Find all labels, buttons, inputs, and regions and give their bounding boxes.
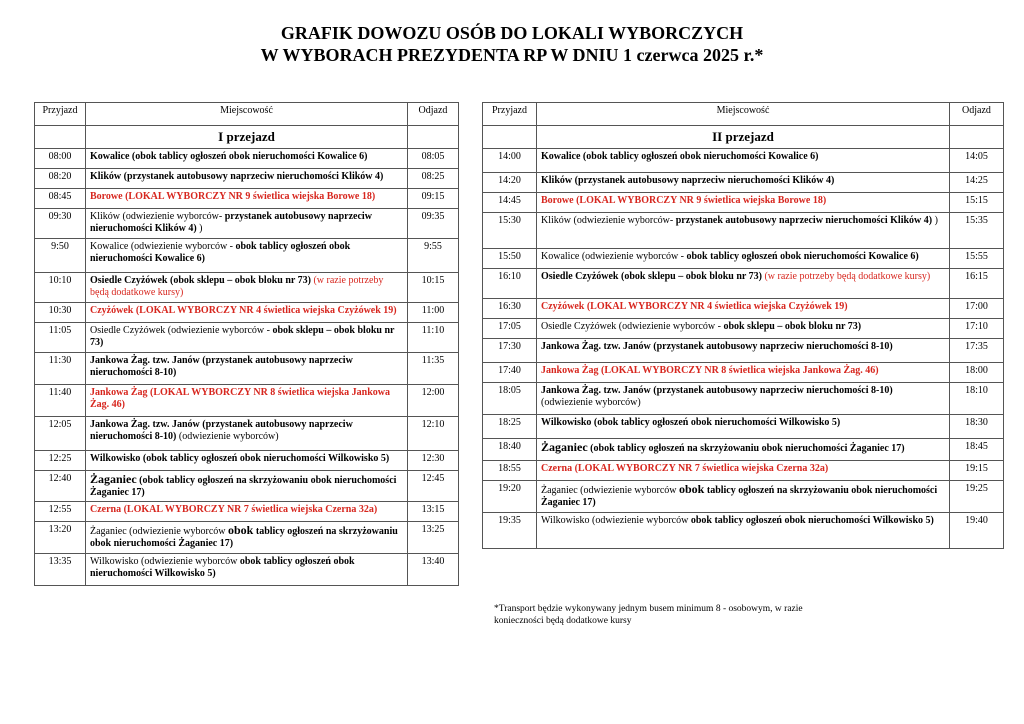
table-row — [483, 193, 1004, 213]
place-cell — [537, 269, 950, 299]
place-cell — [537, 439, 950, 461]
place-text: Czerna (LOKAL WYBORCZY NR 7 świetlica wiejska Czerna 32a) — [541, 463, 829, 474]
table-row — [483, 299, 1004, 319]
place-cell — [537, 481, 950, 513]
schedule-table-second-run — [482, 102, 1004, 549]
table-row — [483, 415, 1004, 439]
table-row — [483, 439, 1004, 461]
place-text: obok tablicy ogłoszeń obok nieruchomości Kowalice 6) — [686, 251, 919, 262]
place-cell — [86, 149, 408, 169]
departure-time: 12:10 — [408, 417, 459, 451]
departure-time: 15:15 — [950, 193, 1004, 213]
place-text: Osiedle Czyżówek (odwiezienie wyborców - — [541, 321, 724, 332]
schedule-table-first-run — [34, 102, 459, 586]
header-departure: Odjazd — [408, 103, 459, 126]
place-cell — [537, 213, 950, 249]
place-text: Wilkowisko (obok tablicy ogłoszeń obok nieruchomości Wilkowisko 5) — [90, 453, 390, 464]
place-cell — [86, 273, 408, 303]
departure-time: 13:25 — [408, 522, 459, 554]
arrival-time: 17:40 — [483, 363, 537, 383]
departure-time: 09:35 — [408, 209, 459, 239]
arrival-time: 19:35 — [483, 513, 537, 549]
place-text: Wilkowisko (odwiezienie wyborców — [541, 515, 691, 526]
place-cell — [86, 385, 408, 417]
header-row — [35, 103, 459, 126]
table-row — [35, 323, 459, 353]
departure-time: 19:40 — [950, 513, 1004, 549]
departure-time: 9:55 — [408, 239, 459, 273]
place-text: przystanek autobusowy naprzeciw nieruchomości Klików 4) — [675, 215, 933, 226]
place-text: Jankowa Żag. tzw. Janów (przystanek autobusowy naprzeciw nieruchomości 8-10) — [90, 355, 353, 378]
place-text: Osiedle Czyżówek (obok sklepu – obok bloku nr 73) — [90, 275, 311, 286]
arrival-time: 14:45 — [483, 193, 537, 213]
table-row — [483, 481, 1004, 513]
departure-time: 19:15 — [950, 461, 1004, 481]
arrival-time: 10:30 — [35, 303, 86, 323]
table-row — [483, 513, 1004, 549]
arrival-time: 19:20 — [483, 481, 537, 513]
departure-time: 18:10 — [950, 383, 1004, 415]
place-text: (w razie potrzeby będą dodatkowe kursy) — [761, 271, 931, 282]
place-text: (obok tablicy ogłoszeń na skrzyżowaniu obok nieruchomości Żaganiec 17) — [90, 475, 397, 498]
place-text: Żaganiec (odwiezienie wyborców — [541, 485, 679, 496]
table-row — [483, 149, 1004, 173]
arrival-time: 9:50 — [35, 239, 86, 273]
arrival-time: 08:20 — [35, 169, 86, 189]
arrival-time: 18:55 — [483, 461, 537, 481]
place-text: (obok tablicy ogłoszeń na skrzyżowaniu obok nieruchomości Żaganiec 17) — [587, 443, 905, 454]
departure-time: 17:10 — [950, 319, 1004, 339]
arrival-time: 11:40 — [35, 385, 86, 417]
arrival-time: 12:40 — [35, 471, 86, 502]
place-text: Klików (odwiezienie wyborców- — [90, 211, 225, 222]
table-row — [35, 273, 459, 303]
place-cell — [86, 522, 408, 554]
arrival-time: 13:35 — [35, 554, 86, 586]
place-text: Klików (przystanek autobusowy naprzeciw nieruchomości Klików 4) — [90, 171, 384, 182]
place-text: Osiedle Czyżówek (odwiezienie wyborców - — [90, 325, 273, 336]
arrival-time: 15:30 — [483, 213, 537, 249]
place-text: obok — [228, 523, 254, 537]
place-text: obok tablicy ogłoszeń obok nieruchomości Wilkowisko 5) — [690, 515, 934, 526]
table-row — [35, 189, 459, 209]
arrival-time: 16:30 — [483, 299, 537, 319]
place-text: Klików (odwiezienie wyborców- — [541, 215, 676, 226]
table-row — [483, 213, 1004, 249]
departure-time: 12:00 — [408, 385, 459, 417]
arrival-time: 10:10 — [35, 273, 86, 303]
header-arrival: Przyjazd — [35, 103, 86, 126]
arrival-time: 14:00 — [483, 149, 537, 173]
arrival-time: 17:05 — [483, 319, 537, 339]
departure-time: 19:25 — [950, 481, 1004, 513]
arrival-time: 15:50 — [483, 249, 537, 269]
title-line-2: W WYBORACH PREZYDENTA RP W DNIU 1 czerwca 2025 r.* — [260, 45, 764, 65]
place-cell — [86, 417, 408, 451]
place-text: tablicy ogłoszeń na skrzyżowaniu obok nieruchomości Żaganiec 17) — [90, 526, 398, 549]
table-row — [483, 319, 1004, 339]
place-text: ) — [196, 223, 203, 234]
place-cell — [537, 363, 950, 383]
table-row — [35, 149, 459, 169]
place-text: Borowe (LOKAL WYBORCZY NR 9 świetlica wiejska Borowe 18) — [541, 195, 827, 206]
table-row — [483, 383, 1004, 415]
place-text: Czyżówek (LOKAL WYBORCZY NR 4 świetlica wiejska Czyżówek 19) — [541, 301, 848, 312]
place-cell — [86, 471, 408, 502]
place-text: Czyżówek (LOKAL WYBORCZY NR 4 świetlica wiejska Czyżówek 19) — [90, 305, 397, 316]
place-text: Osiedle Czyżówek (obok sklepu – obok bloku nr 73) — [541, 271, 762, 282]
title-line-1: GRAFIK DOWOZU OSÓB DO LOKALI WYBORCZYCH — [280, 23, 744, 43]
departure-time: 12:30 — [408, 451, 459, 471]
place-text: Jankowa Żag (LOKAL WYBORCZY NR 8 świetlica wiejska Jankowa Żag. 46) — [90, 387, 391, 410]
arrival-time: 11:05 — [35, 323, 86, 353]
place-cell — [537, 173, 950, 193]
departure-time: 08:05 — [408, 149, 459, 169]
place-text: (odwiezienie wyborców) — [176, 431, 279, 442]
table-row — [35, 385, 459, 417]
place-cell — [86, 353, 408, 385]
place-text: Kowalice (odwiezienie wyborców - — [90, 241, 236, 252]
arrival-time: 18:40 — [483, 439, 537, 461]
place-text: przystanek autobusowy naprzeciw nieruchomości Klików 4) — [90, 211, 372, 234]
header-place: Miejscowość — [537, 103, 950, 126]
arrival-time: 14:20 — [483, 173, 537, 193]
place-text: Jankowa Żag (LOKAL WYBORCZY NR 8 świetlica wiejska Jankowa Żag. 46) — [541, 365, 879, 376]
table-row — [35, 522, 459, 554]
header-departure: Odjazd — [950, 103, 1004, 126]
place-text: obok tablicy ogłoszeń obok nieruchomości Kowalice 6) — [90, 241, 351, 264]
place-cell — [86, 189, 408, 209]
departure-time: 12:45 — [408, 471, 459, 502]
place-cell — [86, 554, 408, 586]
departure-time: 11:10 — [408, 323, 459, 353]
place-text: Jankowa Żag. tzw. Janów (przystanek autobusowy naprzeciw nieruchomości 8-10) — [541, 385, 893, 396]
place-text: Żaganiec (odwiezienie wyborców — [90, 526, 228, 537]
place-text: Borowe (LOKAL WYBORCZY NR 9 świetlica wiejska Borowe 18) — [90, 191, 376, 202]
departure-time: 08:25 — [408, 169, 459, 189]
place-cell — [86, 239, 408, 273]
arrival-time: 13:20 — [35, 522, 86, 554]
departure-time: 10:15 — [408, 273, 459, 303]
table-row — [35, 303, 459, 323]
place-cell — [537, 415, 950, 439]
place-text: Kowalice (odwiezienie wyborców - — [541, 251, 687, 262]
arrival-time: 12:05 — [35, 417, 86, 451]
place-text: obok sklepu – obok bloku nr 73) — [90, 325, 395, 348]
place-cell — [86, 451, 408, 471]
table-row — [35, 209, 459, 239]
table-row — [483, 173, 1004, 193]
table-row — [35, 417, 459, 451]
table-row — [35, 451, 459, 471]
header-arrival: Przyjazd — [483, 103, 537, 126]
place-cell — [86, 209, 408, 239]
place-text: Jankowa Żag. tzw. Janów (przystanek autobusowy naprzeciw nieruchomości 8-10) — [541, 341, 893, 352]
place-cell — [537, 193, 950, 213]
place-text: tablicy ogłoszeń na skrzyżowaniu obok nieruchomości Żaganiec 17) — [541, 485, 938, 508]
arrival-time: 12:25 — [35, 451, 86, 471]
place-text: Żaganiec — [90, 472, 137, 486]
place-text: Żaganiec — [541, 440, 588, 454]
departure-time: 18:30 — [950, 415, 1004, 439]
place-cell — [86, 303, 408, 323]
arrival-time: 16:10 — [483, 269, 537, 299]
place-cell — [537, 513, 950, 549]
table-row — [35, 239, 459, 273]
departure-time: 11:35 — [408, 353, 459, 385]
table-row — [483, 363, 1004, 383]
table-row — [483, 339, 1004, 363]
header-row — [483, 103, 1004, 126]
section-row — [35, 126, 459, 149]
table-row — [35, 471, 459, 502]
departure-time: 09:15 — [408, 189, 459, 209]
footnote: *Transport będzie wykonywany jednym busem minimum 8 - osobowym, w razie konieczności będą dodatkowe kursy — [494, 604, 803, 626]
place-text: Czerna (LOKAL WYBORCZY NR 7 świetlica wiejska Czerna 32a) — [90, 504, 378, 515]
arrival-time: 08:45 — [35, 189, 86, 209]
departure-time: 14:25 — [950, 173, 1004, 193]
departure-time: 17:35 — [950, 339, 1004, 363]
place-cell — [86, 169, 408, 189]
arrival-time: 12:55 — [35, 502, 86, 522]
table-row — [35, 169, 459, 189]
place-cell — [86, 502, 408, 522]
place-cell — [537, 383, 950, 415]
table-row — [483, 249, 1004, 269]
departure-time: 13:40 — [408, 554, 459, 586]
place-text: Kowalice (obok tablicy ogłoszeń obok nieruchomości Kowalice 6) — [541, 151, 819, 162]
place-text: obok — [679, 482, 705, 496]
arrival-time: 18:05 — [483, 383, 537, 415]
place-cell — [537, 299, 950, 319]
arrival-time: 17:30 — [483, 339, 537, 363]
departure-time: 18:45 — [950, 439, 1004, 461]
place-text: Wilkowisko (obok tablicy ogłoszeń obok nieruchomości Wilkowisko 5) — [541, 417, 841, 428]
table-row — [35, 353, 459, 385]
place-cell — [537, 319, 950, 339]
place-cell — [537, 461, 950, 481]
departure-time: 17:00 — [950, 299, 1004, 319]
departure-time: 15:35 — [950, 213, 1004, 249]
place-text: Jankowa Żag. tzw. Janów (przystanek autobusowy naprzeciw nieruchomości 8-10) — [90, 419, 353, 442]
section-row — [483, 126, 1004, 149]
arrival-time: 18:25 — [483, 415, 537, 439]
place-text: ) — [932, 215, 938, 226]
table-row — [483, 269, 1004, 299]
departure-time: 11:00 — [408, 303, 459, 323]
place-text: Klików (przystanek autobusowy naprzeciw nieruchomości Klików 4) — [541, 175, 835, 186]
place-cell — [537, 149, 950, 173]
arrival-time: 11:30 — [35, 353, 86, 385]
table-row — [35, 502, 459, 522]
place-cell — [86, 323, 408, 353]
place-text: Kowalice (obok tablicy ogłoszeń obok nieruchomości Kowalice 6) — [90, 151, 368, 162]
table-row — [35, 554, 459, 586]
departure-time: 14:05 — [950, 149, 1004, 173]
place-cell — [537, 249, 950, 269]
place-text: obok tablicy ogłoszeń obok nieruchomości Wilkowisko 5) — [90, 556, 355, 579]
header-place: Miejscowość — [86, 103, 408, 126]
table-row — [483, 461, 1004, 481]
place-text: (w razie potrzeby będą dodatkowe kursy) — [90, 275, 384, 298]
document-title — [0, 22, 1024, 66]
place-text: Wilkowisko (odwiezienie wyborców — [90, 556, 240, 567]
arrival-time: 09:30 — [35, 209, 86, 239]
departure-time: 16:15 — [950, 269, 1004, 299]
section-title: I przejazd — [86, 126, 408, 149]
arrival-time: 08:00 — [35, 149, 86, 169]
departure-time: 13:15 — [408, 502, 459, 522]
section-title: II przejazd — [537, 126, 950, 149]
place-text: obok sklepu – obok bloku nr 73) — [723, 321, 862, 332]
place-text: (odwiezienie wyborców) — [541, 397, 641, 408]
departure-time: 15:55 — [950, 249, 1004, 269]
departure-time: 18:00 — [950, 363, 1004, 383]
place-cell — [537, 339, 950, 363]
